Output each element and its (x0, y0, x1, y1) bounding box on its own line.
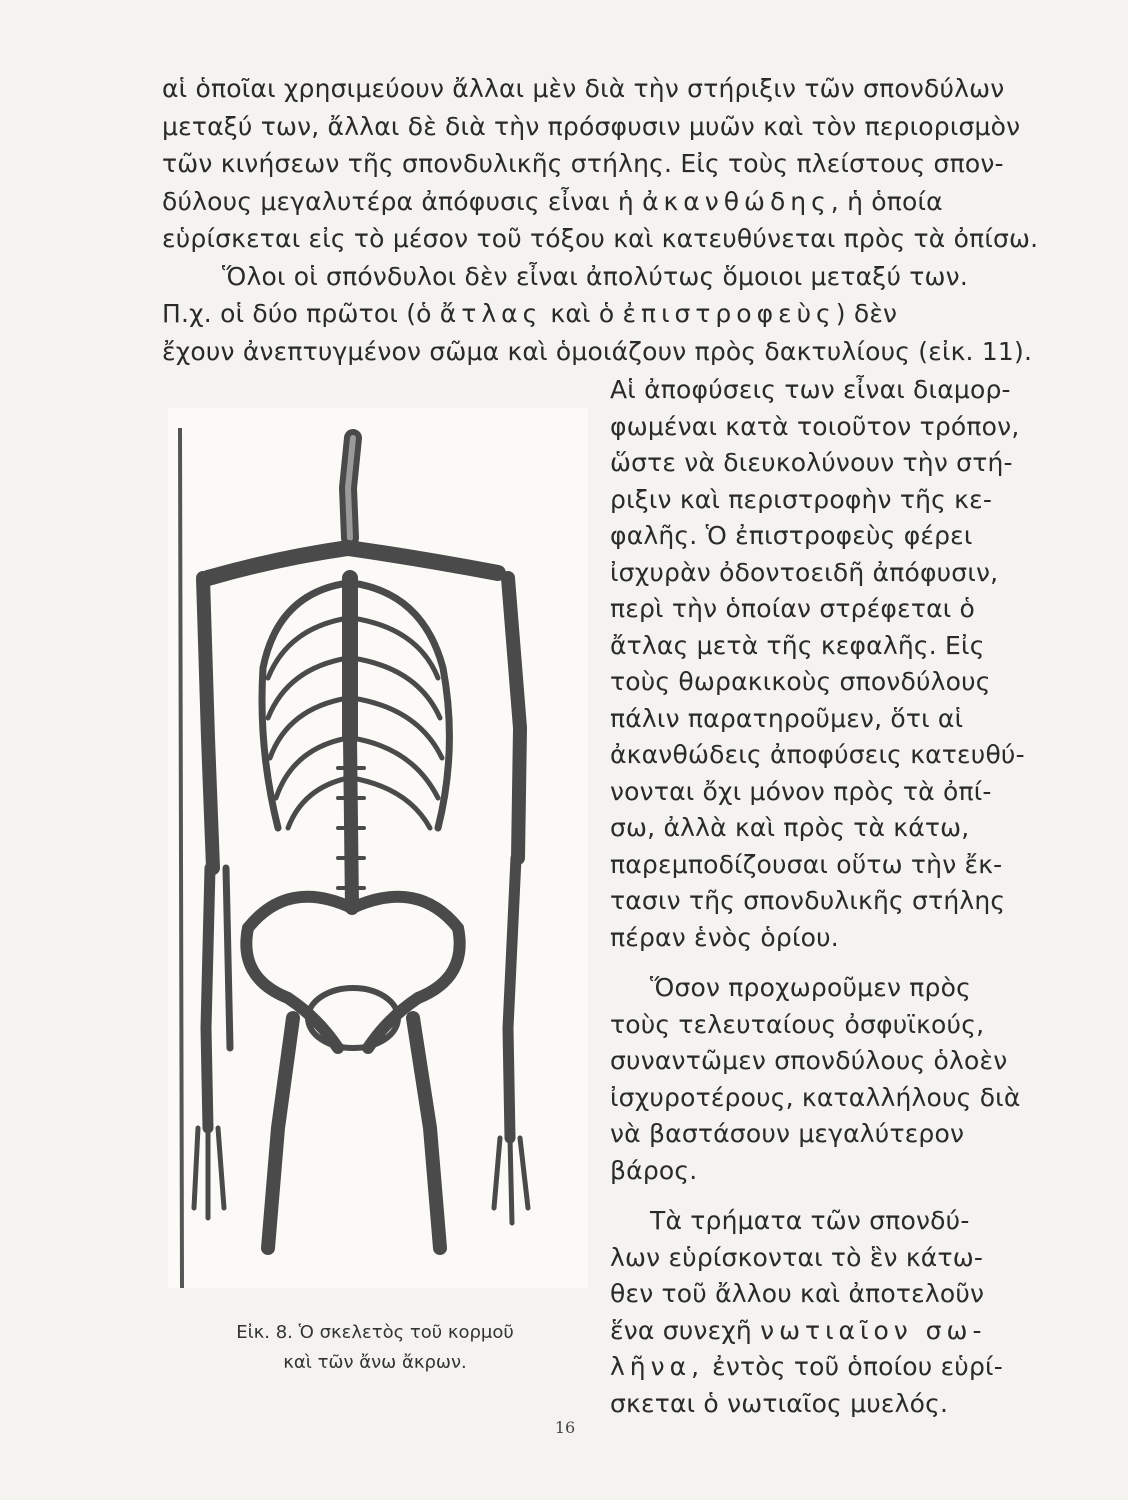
text-line: Αἱ ἀποφύσεις των εἶναι διαμορ- (610, 375, 1011, 404)
emphasized-term: ἄτλας (439, 299, 543, 328)
text-line: λων εὑρίσκονται τὸ ἓν κάτω- (610, 1242, 984, 1272)
text-line: περὶ τὴν ὁποίαν στρέφεται ὁ (610, 594, 976, 623)
text-line: τοὺς τελευταίους ὀσφυϊκούς, (610, 1009, 985, 1039)
text-line: εὑρίσκεται εἰς τὸ μέσον τοῦ τόξου καὶ κατευθύνεται πρὸς τὰ ὀπίσω. (162, 224, 1039, 253)
text-line: νὰ βαστάσουν μεγαλύτερον (610, 1119, 965, 1148)
text-line: παρεμποδίζουσαι οὕτω τὴν ἔκ- (610, 849, 1003, 879)
text-line: σω, ἀλλὰ καὶ πρὸς τὰ κάτω, (610, 813, 970, 842)
text-line: ὥστε νὰ διευκολύνουν τὴν στή- (610, 448, 1013, 477)
caption-line: καὶ τῶν ἄνω ἄκρων. (283, 1352, 467, 1373)
text-line: μεταξύ των, ἄλλαι δὲ διὰ τὴν πρόσφυσιν μυῶν καὶ τὸν περιορισμὸν (162, 111, 1021, 141)
emphasized-term: λῆνα, (610, 1352, 705, 1381)
text-line: δύλους μεγαλυτέρα ἀπόφυσις εἶναι ἡ ἀκανθώδης, ἡ ὁποία (162, 186, 943, 216)
text-line: φαλῆς. Ὁ ἐπιστροφεὺς φέρει (610, 521, 973, 550)
text-line: φωμέναι κατὰ τοιοῦτον τρόπον, (610, 411, 1020, 441)
figure-caption (180, 1318, 570, 1378)
caption-line: Εἰκ. 8. Ὁ σκελετὸς τοῦ κορμοῦ (236, 1322, 514, 1343)
skeleton-image (168, 408, 588, 1288)
emphasized-term: νωτιαῖον σω- (760, 1315, 987, 1345)
text-line: πέραν ἑνὸς ὁρίου. (610, 922, 839, 952)
text-line: Ὅσον προχωροῦμεν πρὸς (650, 973, 971, 1002)
text-line: τῶν κινήσεων τῆς σπονδυλικῆς στήλης. Εἰς τοὺς πλείστους σπον- (162, 149, 1004, 178)
text-line: ἰσχυροτέρους, καταλλήλους διὰ (610, 1082, 1021, 1112)
text-line: βάρος. (610, 1155, 698, 1185)
right-column (610, 372, 1050, 1422)
text-line: Ὅλοι οἱ σπόνδυλοι δὲν εἶναι ἀπολύτως ὅμοιοι μεταξύ των. (222, 261, 968, 291)
emphasized-term: ἐπιστροφεὺς (622, 299, 836, 328)
text-line: Τὰ τρήματα τῶν σπονδύ- (650, 1206, 970, 1235)
text-line: θεν τοῦ ἄλλου καὶ ἀποτελοῦν (610, 1279, 985, 1308)
text-line: νονται ὄχι μόνον πρὸς τὰ ὀπί- (610, 776, 992, 806)
emphasized-term: ἀκανθώδης (642, 186, 831, 216)
text-line: ἰσχυρὰν ὀδοντοειδῆ ἀπόφυσιν, (610, 557, 999, 587)
text-line: ἄτλας μετὰ τῆς κεφαλῆς. Εἰς (610, 630, 985, 660)
text-line: συναντῶμεν σπονδύλους ὁλοὲν (610, 1046, 1008, 1075)
page-number: 16 (554, 1418, 576, 1437)
text-line: Π.χ. οἱ δύο πρῶτοι (ὁ ἄτλας καὶ ὁ ἐπιστροφεὺς) δὲν (162, 299, 898, 328)
photo-edge-line (180, 428, 182, 1288)
text-line: ἕνα συνεχῆ νωτιαῖον σω- (610, 1315, 987, 1345)
text-line: τοὺς θωρακικοὺς σπονδύλους (610, 667, 991, 696)
text-line: αἱ ὁποῖαι χρησιμεύουν ἄλλαι μὲν διὰ τὴν στήριξιν τῶν σπονδύλων (162, 74, 1005, 103)
text-line: τασιν τῆς σπονδυλικῆς στήλης (610, 886, 1006, 915)
text-line: σκεται ὁ νωτιαῖος μυελός. (610, 1388, 949, 1418)
text-line: λῆνα, ἐντὸς τοῦ ὁποίου εὑρί- (610, 1352, 1003, 1381)
text-line: ἀκανθώδεις ἀποφύσεις κατευθύ- (610, 740, 1025, 769)
text-line: πάλιν παρατηροῦμεν, ὅτι αἱ (610, 703, 964, 733)
skeleton-figure (168, 408, 588, 1288)
text-line: ριξιν καὶ περιστροφὴν τῆς κε- (610, 484, 993, 514)
text-line: ἔχουν ἀνεπτυγμένον σῶμα καὶ ὁμοιάζουν πρὸς δακτυλίους (εἰκ. 11). (162, 336, 1033, 366)
top-paragraph (162, 70, 1052, 370)
